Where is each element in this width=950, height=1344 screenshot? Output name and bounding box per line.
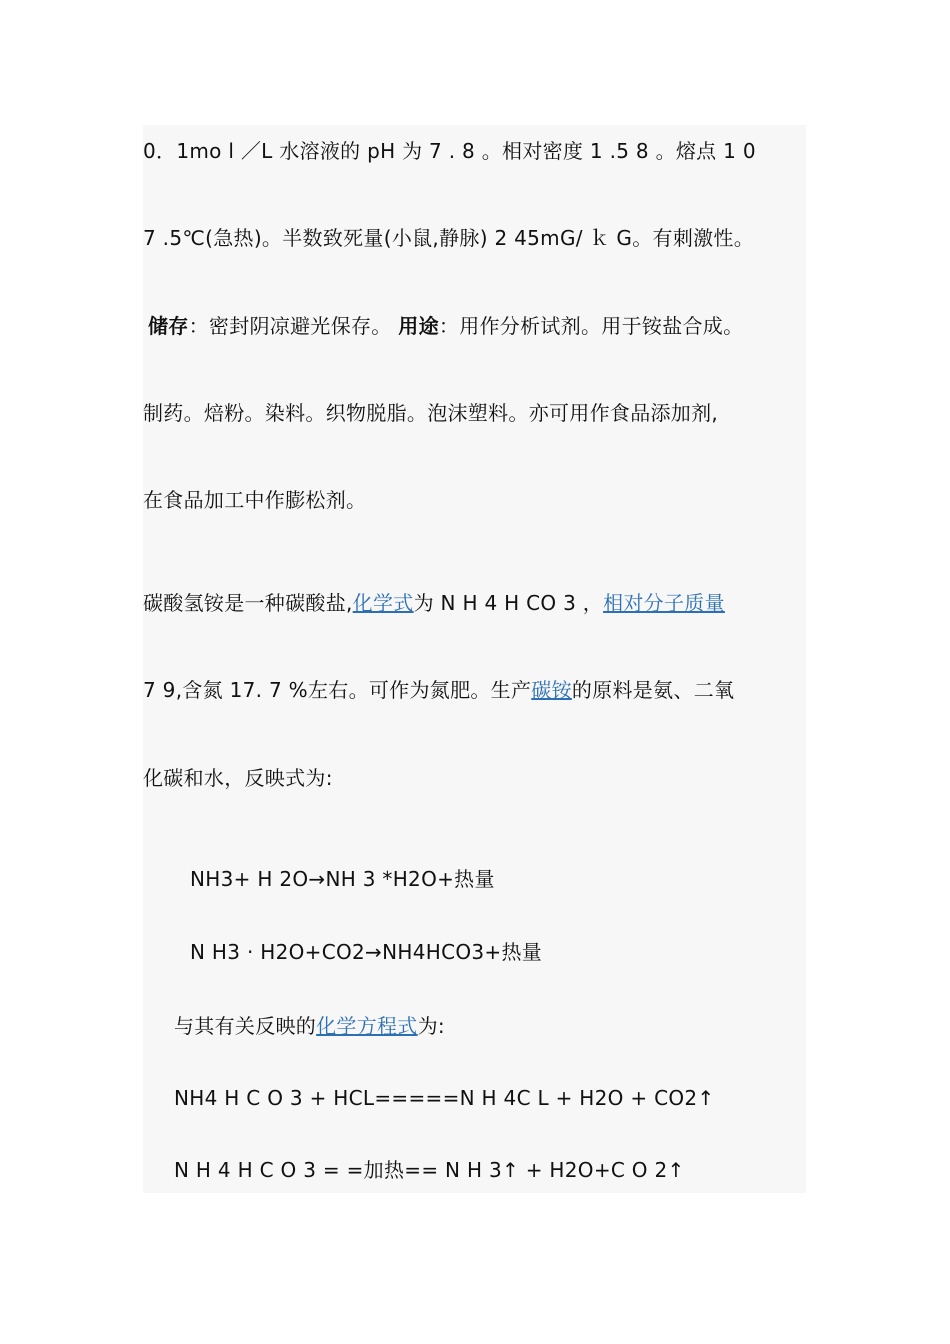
use-label: 用途 [398,314,439,338]
para2-line2 [143,677,734,703]
equation-1: NH3+ H 2O→NH 3 *H2O+热量 [190,867,495,891]
para1-line5: 在食品加工中作膨松剂。 [143,488,367,512]
related-text-b: 为: [417,1014,445,1038]
para1-line3 [148,313,743,339]
equation-3: NH4 H C O 3 + HCL=====N H 4C L + H2O + CO2↑ [174,1086,715,1110]
para2-line2-text-a: 7 9,含氮 17. 7 %左右。可作为氮肥。生产 [143,678,532,702]
para2-line2-text-b: 的原料是氨、二氧 [571,678,735,702]
relative-molecular-mass-link[interactable]: 相对分子质量 [603,591,725,615]
related-text-a: 与其有关反映的 [174,1014,317,1038]
equation-2: N H3 · H2O+CO2→NH4HCO3+热量 [190,940,543,964]
equation-4: N H 4 H C O 3 = =加热== N H 3↑ + H2O+C O 2↑ [174,1158,685,1182]
related-equations-line [174,1013,445,1039]
chemical-equation-link[interactable]: 化学方程式 [316,1014,418,1038]
storage-text: ：密封阴凉避光保存。 [188,314,392,338]
para2-line1 [143,590,725,616]
use-text: ：用作分析试剂。用于铵盐合成。 [438,314,744,338]
para2-line3: 化碳和水，反映式为: [143,766,333,790]
para1-line4: 制药。焙粉。染料。织物脱脂。泡沫塑料。亦可用作食品添加剂, [143,401,719,425]
para2-text-a: 碳酸氢铵是一种碳酸盐, [143,591,353,615]
chemical-formula-link[interactable]: 化学式 [352,591,414,615]
storage-label: 储存 [148,314,189,338]
para1-line2: 7 .5℃(急热)。半数致死量(小鼠,静脉) 2 45mG/ ｋ G。有刺激性。 [143,226,755,250]
ammonium-bicarbonate-link[interactable]: 碳铵 [531,678,572,702]
para1-line1: 0．1mo l ／L 水溶液的 pH 为 7 . 8 。相对密度 1 .5 8 。熔点 1 0 [143,139,756,163]
para2-text-b: 为 N H 4 H CO 3 ， [413,591,604,615]
